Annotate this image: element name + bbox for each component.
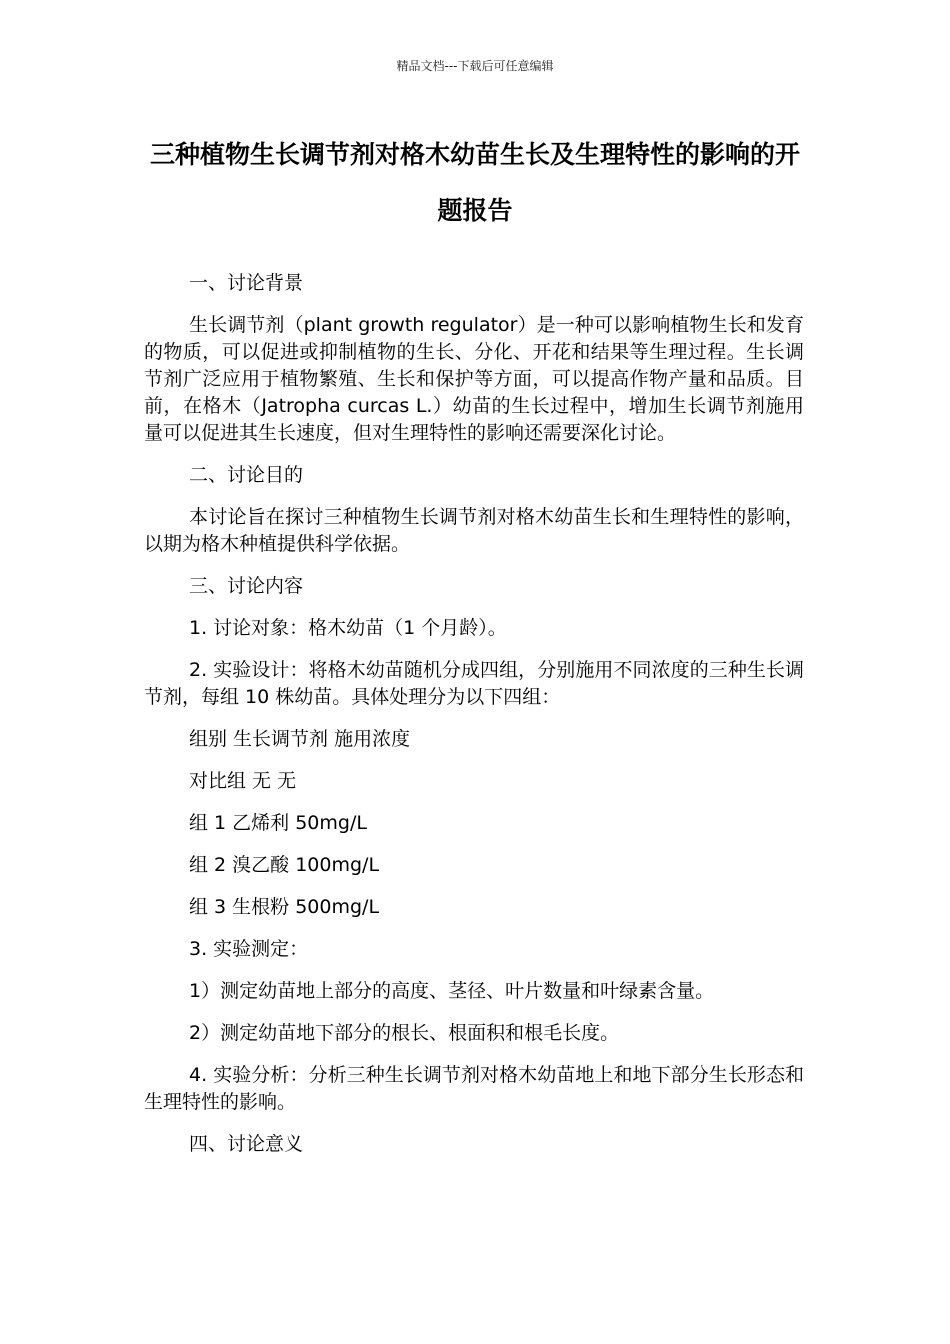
section-heading-purpose: 二、讨论目的 xyxy=(189,464,304,486)
purpose-paragraph: 本讨论旨在探讨三种植物生长调节剂对格木幼苗生长和生理特性的影响，以期为格木种植提供科学依据。 xyxy=(144,506,804,555)
content-item-3: 3. 实验测定： xyxy=(189,938,309,960)
section-heading-significance: 四、讨论意义 xyxy=(189,1133,304,1155)
content-item-2: 2. 实验设计：将格木幼苗随机分成四组，分别施用不同浓度的三种生长调节剂，每组 10 株幼苗。具体处理分为以下四组： xyxy=(144,659,804,708)
document-body xyxy=(144,270,804,1173)
treatment-table-row: 组 1 乙烯利 50mg/L xyxy=(189,812,367,834)
content-item-3-sub-1: 1）测定幼苗地上部分的高度、茎径、叶片数量和叶绿素含量。 xyxy=(189,980,715,1002)
document-title: 三种植物生长调节剂对格木幼苗生长及生理特性的影响的开题报告 xyxy=(149,140,800,225)
background-paragraph: 生长调节剂（plant growth regulator）是一种可以影响植物生长和发育的物质，可以促进或抑制植物的生长、分化、开花和结果等生理过程。生长调节剂广泛应用于植物繁殖、生长和保护等方面，可以提高作物产量和品质。目前，在格木（Jatropha curcas L.）幼苗的生长过程中，增加生长调节剂施用量可以促进其生长速度，但对生理特性的影响还需要深化讨论。 xyxy=(144,314,804,444)
treatment-table-row: 对比组 无 无 xyxy=(189,770,297,792)
content-item-4: 4. 实验分析：分析三种生长调节剂对格木幼苗地上和地下部分生长形态和生理特性的影响。 xyxy=(144,1064,804,1113)
content-item-1: 1. 讨论对象：格木幼苗（1 个月龄）。 xyxy=(189,617,507,639)
treatment-table-row: 组 3 生根粉 500mg/L xyxy=(189,896,380,918)
section-heading-background: 一、讨论背景 xyxy=(189,272,304,294)
header-note: 精品文档---下载后可任意编辑 xyxy=(396,59,554,73)
content-item-3-sub-2: 2）测定幼苗地下部分的根长、根面积和根毛长度。 xyxy=(189,1022,620,1044)
treatment-table-row: 组 2 溴乙酸 100mg/L xyxy=(189,854,380,876)
section-heading-content: 三、讨论内容 xyxy=(189,575,304,597)
treatment-table-header: 组别 生长调节剂 施用浓度 xyxy=(189,728,411,750)
